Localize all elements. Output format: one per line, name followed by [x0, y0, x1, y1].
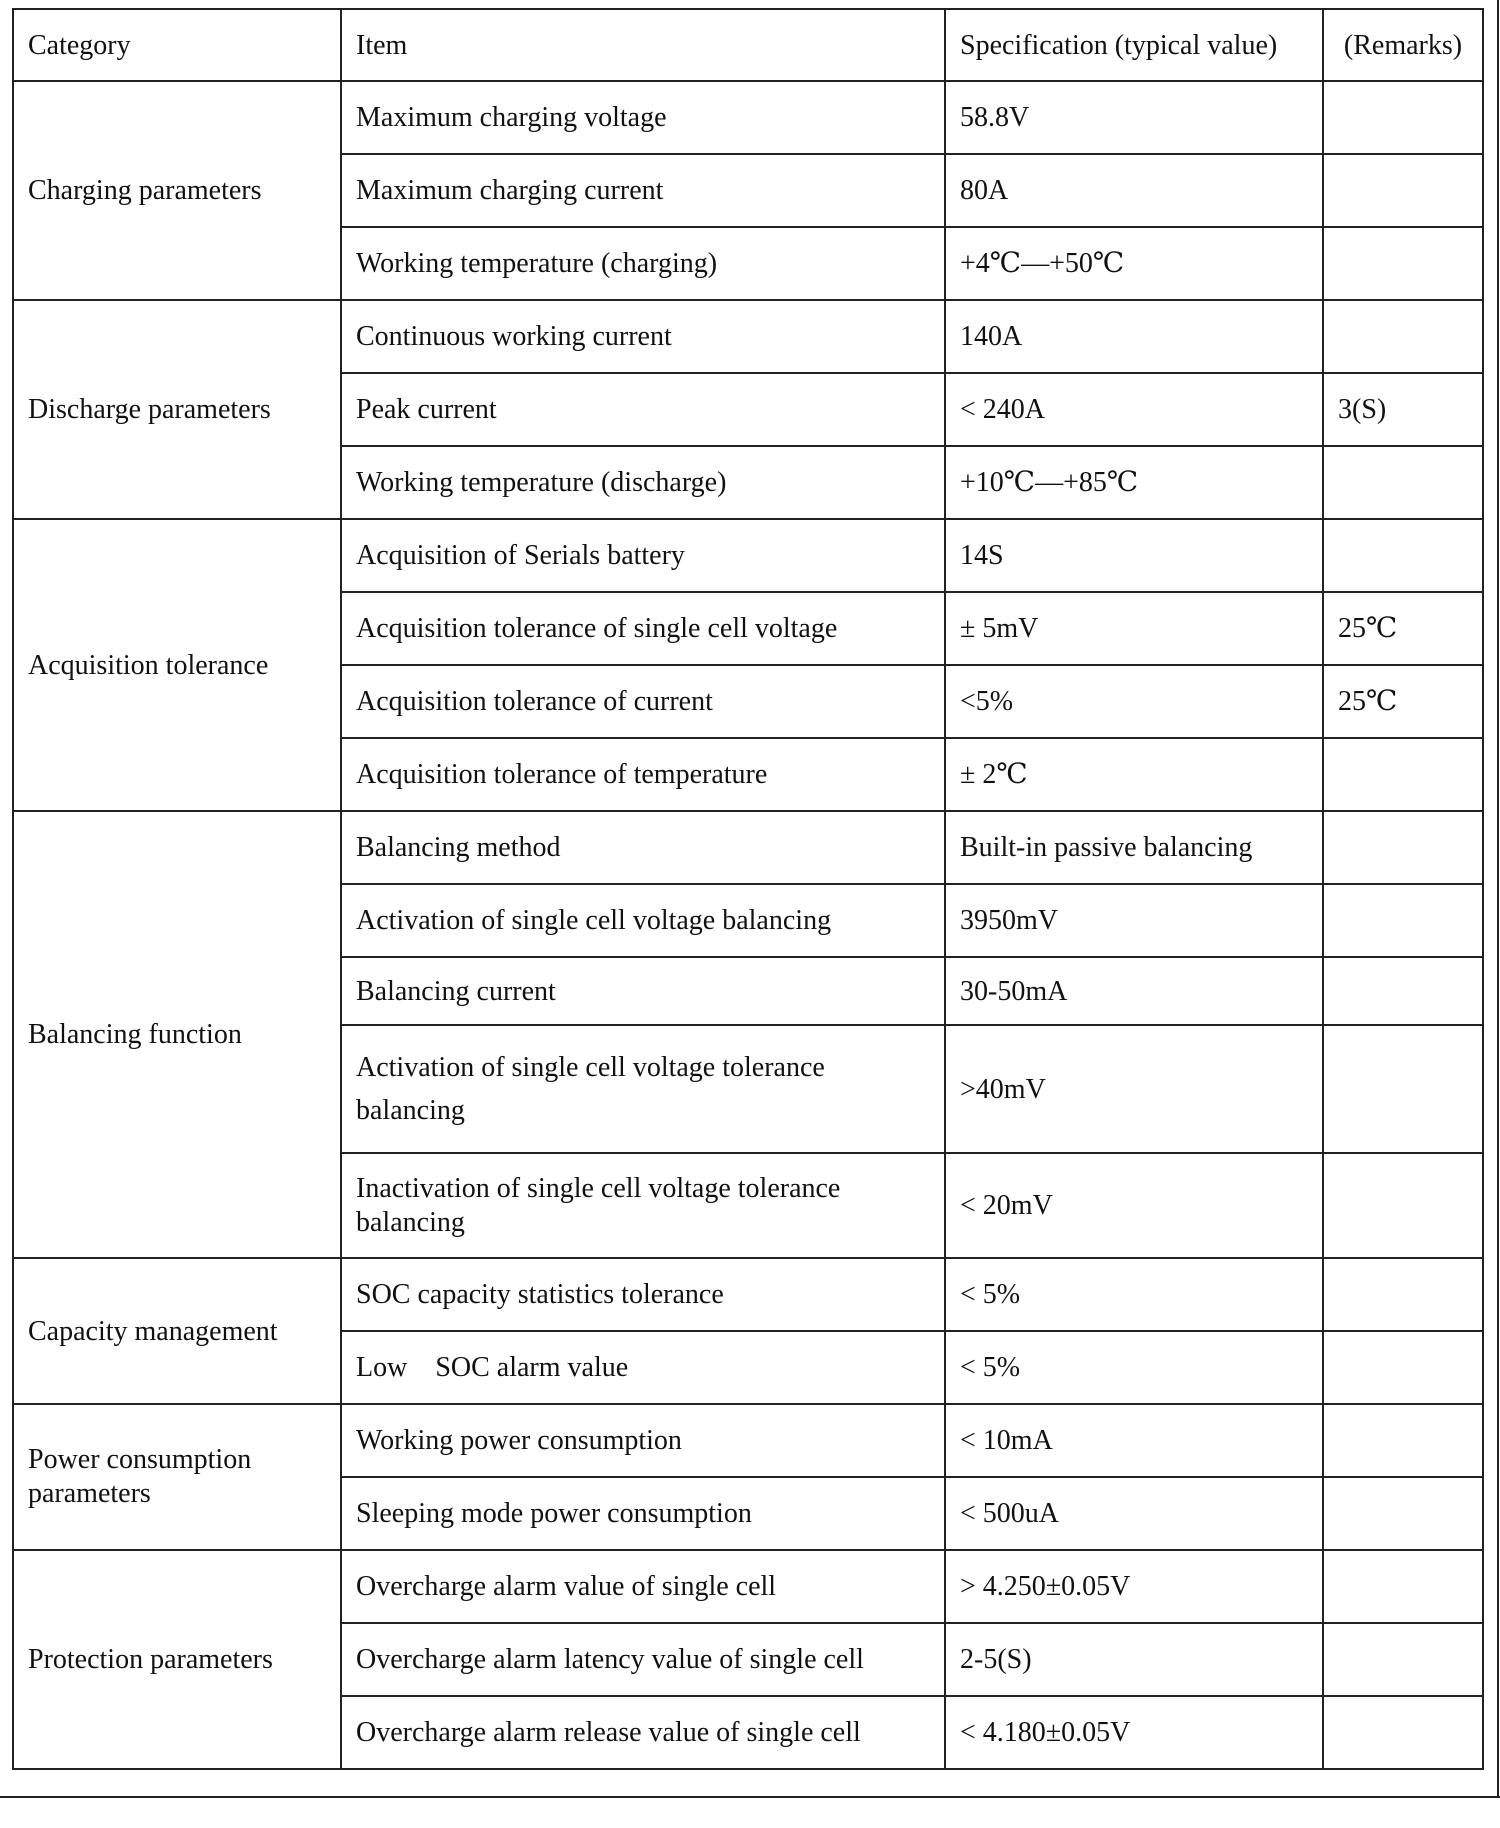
table-row — [13, 519, 1483, 592]
item-cell: Overcharge alarm latency value of single cell — [341, 1623, 945, 1696]
remarks-cell — [1323, 1696, 1483, 1769]
value-cell: < 10mA — [945, 1404, 1323, 1477]
value-cell: ± 2℃ — [945, 738, 1323, 811]
value-cell: < 4.180±0.05V — [945, 1696, 1323, 1769]
item-cell: Working power consumption — [341, 1404, 945, 1477]
page-frame-right — [1497, 0, 1499, 1798]
value-cell: 2-5(S) — [945, 1623, 1323, 1696]
table-row — [13, 1258, 1483, 1331]
item-cell: Working temperature (charging) — [341, 227, 945, 300]
item-cell: Acquisition tolerance of current — [341, 665, 945, 738]
category-cell: Acquisition tolerance — [13, 519, 341, 811]
table-row — [13, 811, 1483, 884]
item-cell: Peak current — [341, 373, 945, 446]
item-cell: Maximum charging current — [341, 154, 945, 227]
remarks-cell — [1323, 1477, 1483, 1550]
remarks-cell — [1323, 300, 1483, 373]
remarks-cell — [1323, 154, 1483, 227]
remarks-cell — [1323, 1550, 1483, 1623]
remarks-cell — [1323, 1331, 1483, 1404]
category-cell: Power consumption parameters — [13, 1404, 341, 1550]
value-cell: 140A — [945, 300, 1323, 373]
remarks-cell — [1323, 81, 1483, 154]
value-cell: < 240A — [945, 373, 1323, 446]
value-cell: < 20mV — [945, 1153, 1323, 1258]
item-cell: Activation of single cell voltage balancing — [341, 884, 945, 957]
table-row — [13, 300, 1483, 373]
value-cell: 80A — [945, 154, 1323, 227]
header-item: Item — [341, 9, 945, 81]
value-cell: > 4.250±0.05V — [945, 1550, 1323, 1623]
item-cell: Continuous working current — [341, 300, 945, 373]
remarks-cell — [1323, 1153, 1483, 1258]
category-cell: Discharge parameters — [13, 300, 341, 519]
item-cell: Sleeping mode power consumption — [341, 1477, 945, 1550]
value-cell: +10℃—+85℃ — [945, 446, 1323, 519]
value-cell: ± 5mV — [945, 592, 1323, 665]
remarks-cell: 25℃ — [1323, 592, 1483, 665]
value-cell: 30-50mA — [945, 957, 1323, 1025]
item-cell: Balancing method — [341, 811, 945, 884]
header-row — [13, 9, 1483, 81]
remarks-cell — [1323, 811, 1483, 884]
remarks-cell — [1323, 1258, 1483, 1331]
table-row — [13, 81, 1483, 154]
value-cell: +4℃—+50℃ — [945, 227, 1323, 300]
specification-table — [12, 8, 1484, 1770]
item-cell: SOC capacity statistics tolerance — [341, 1258, 945, 1331]
remarks-cell — [1323, 738, 1483, 811]
item-cell: Maximum charging voltage — [341, 81, 945, 154]
remarks-cell — [1323, 227, 1483, 300]
remarks-cell — [1323, 1623, 1483, 1696]
remarks-cell — [1323, 884, 1483, 957]
value-cell: <5% — [945, 665, 1323, 738]
item-cell: Activation of single cell voltage tolerance balancing — [341, 1025, 945, 1153]
item-cell: Low SOC alarm value — [341, 1331, 945, 1404]
value-cell: 3950mV — [945, 884, 1323, 957]
remarks-cell — [1323, 519, 1483, 592]
item-cell: Inactivation of single cell voltage tolerance balancing — [341, 1153, 945, 1258]
remarks-cell — [1323, 446, 1483, 519]
item-cell: Overcharge alarm value of single cell — [341, 1550, 945, 1623]
category-cell: Protection parameters — [13, 1550, 341, 1769]
category-cell: Capacity management — [13, 1258, 341, 1404]
category-cell: Charging parameters — [13, 81, 341, 300]
remarks-cell: 3(S) — [1323, 373, 1483, 446]
value-cell: >40mV — [945, 1025, 1323, 1153]
category-cell: Balancing function — [13, 811, 341, 1258]
value-cell: < 500uA — [945, 1477, 1323, 1550]
remarks-cell — [1323, 1025, 1483, 1153]
item-cell: Working temperature (discharge) — [341, 446, 945, 519]
value-cell: < 5% — [945, 1258, 1323, 1331]
remarks-cell: 25℃ — [1323, 665, 1483, 738]
remarks-cell — [1323, 1404, 1483, 1477]
header-category: Category — [13, 9, 341, 81]
value-cell: < 5% — [945, 1331, 1323, 1404]
item-cell: Acquisition of Serials battery — [341, 519, 945, 592]
header-remarks: (Remarks) — [1323, 9, 1483, 81]
table-row — [13, 1550, 1483, 1623]
value-cell: 58.8V — [945, 81, 1323, 154]
value-cell: Built-in passive balancing — [945, 811, 1323, 884]
header-specification: Specification (typical value) — [945, 9, 1323, 81]
value-cell: 14S — [945, 519, 1323, 592]
page-frame-bottom — [0, 1796, 1500, 1798]
item-cell: Overcharge alarm release value of single cell — [341, 1696, 945, 1769]
item-cell: Acquisition tolerance of single cell voltage — [341, 592, 945, 665]
item-cell: Balancing current — [341, 957, 945, 1025]
remarks-cell — [1323, 957, 1483, 1025]
table-row — [13, 1404, 1483, 1477]
item-cell: Acquisition tolerance of temperature — [341, 738, 945, 811]
